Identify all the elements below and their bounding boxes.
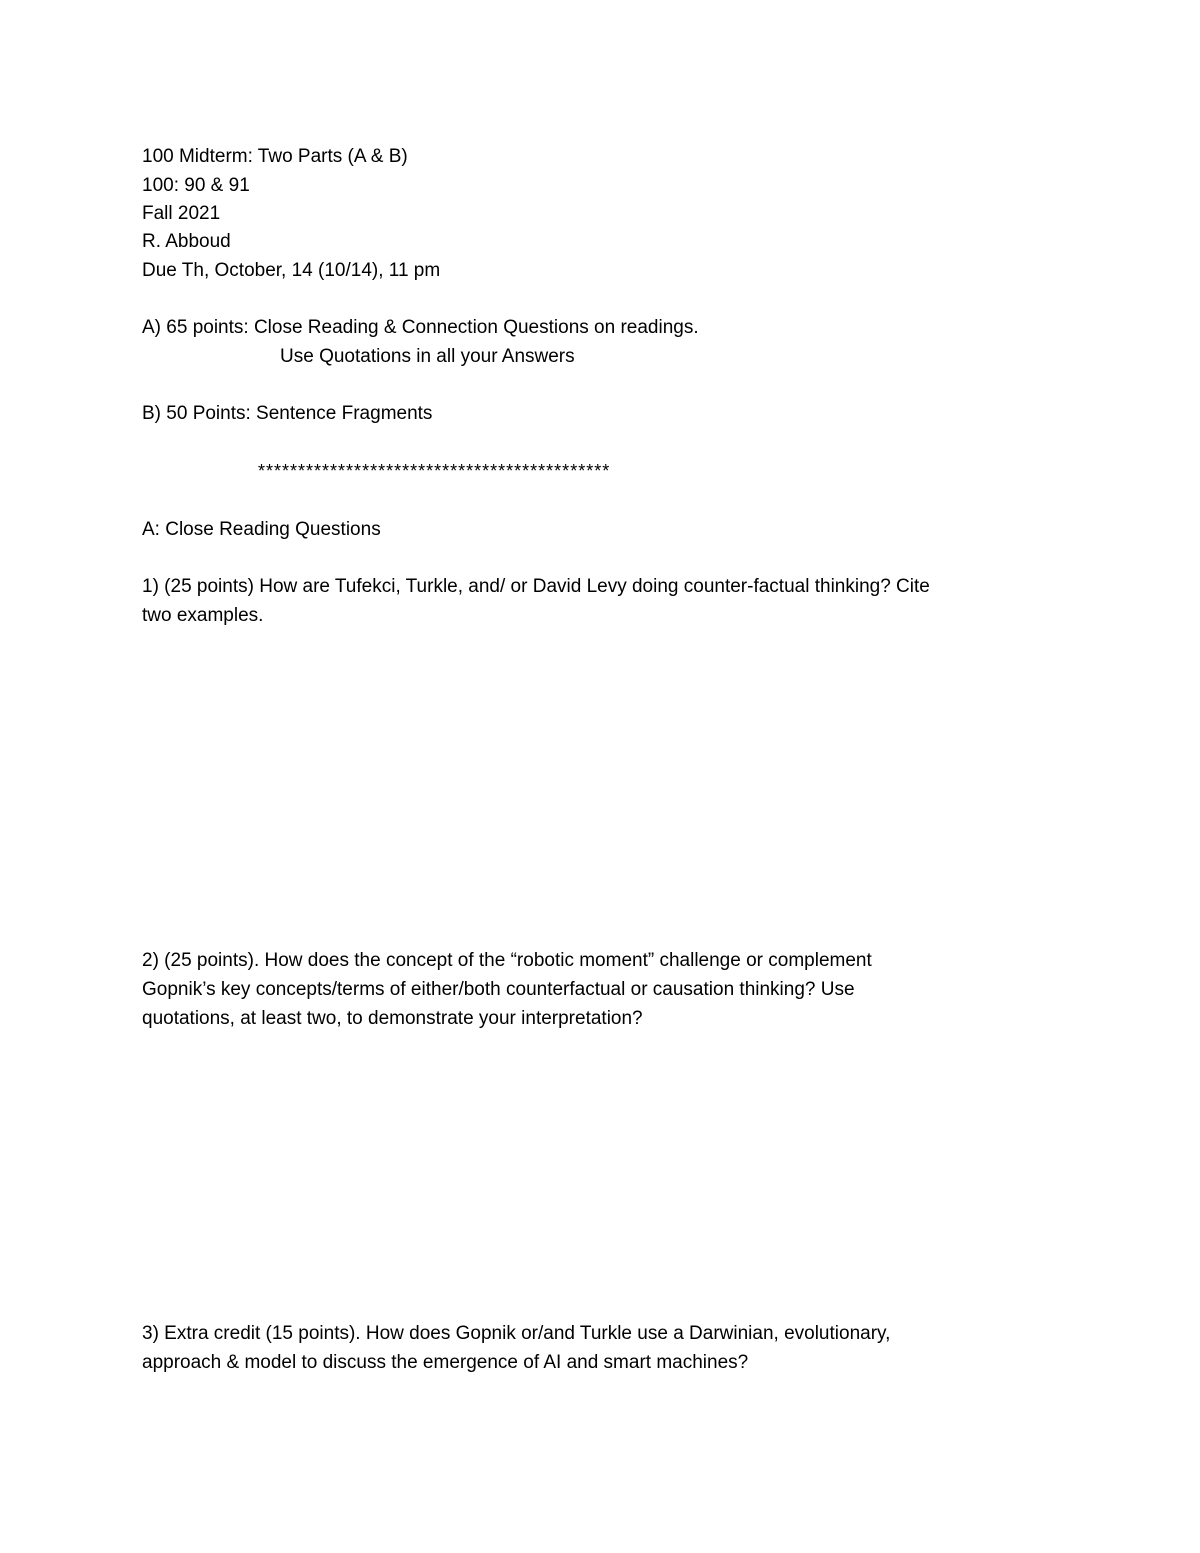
part-a-summary: A) 65 points: Close Reading & Connection Questions on readings. — [142, 317, 699, 338]
asterisk-divider: ******************************************** — [258, 461, 611, 481]
exam-title: 100 Midterm: Two Parts (A & B) — [142, 146, 408, 167]
question-2-line-1: 2) (25 points). How does the concept of the “robotic moment” challenge or complement — [142, 950, 872, 971]
question-2-line-2: Gopnik’s key concepts/terms of either/both counterfactual or causation thinking? Use — [142, 979, 855, 1000]
question-2-line-3: quotations, at least two, to demonstrate your interpretation? — [142, 1008, 643, 1029]
question-1-line-1: 1) (25 points) How are Tufekci, Turkle, and/ or David Levy doing counter-factual thinking? Cite — [142, 576, 930, 597]
instructor-name: R. Abboud — [142, 231, 231, 252]
part-a-note: Use Quotations in all your Answers — [280, 346, 575, 367]
question-1-line-2: two examples. — [142, 605, 264, 626]
question-3-line-2: approach & model to discuss the emergence of AI and smart machines? — [142, 1352, 749, 1373]
course-sections: 100: 90 & 91 — [142, 175, 250, 196]
question-3-line-1: 3) Extra credit (15 points). How does Gopnik or/and Turkle use a Darwinian, evolutionary, — [142, 1323, 891, 1344]
term: Fall 2021 — [142, 203, 221, 224]
part-b-summary: B) 50 Points: Sentence Fragments — [142, 403, 433, 424]
due-date: Due Th, October, 14 (10/14), 11 pm — [142, 260, 441, 281]
section-a-heading: A: Close Reading Questions — [142, 519, 381, 540]
